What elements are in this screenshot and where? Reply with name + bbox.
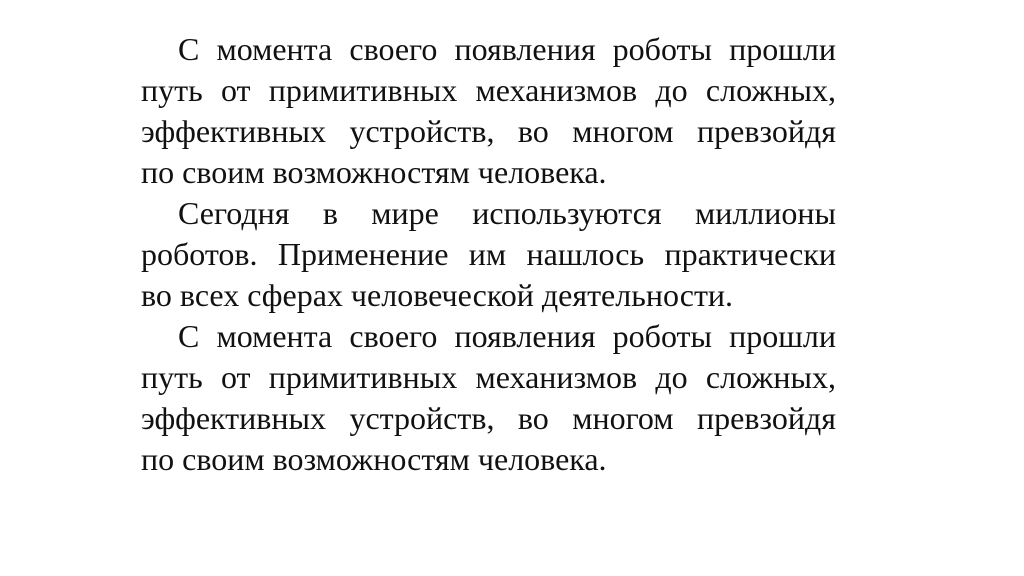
text-line: С момента своего появления роботы прошли	[178, 318, 836, 354]
paragraph-3	[141, 316, 836, 480]
text-line: эффективных устройств, во многом превзойдя	[141, 113, 836, 149]
text-line: роботов. Применение им нашлось практически	[141, 236, 836, 272]
text-line: С момента своего появления роботы прошли	[178, 31, 836, 67]
paragraph-1	[141, 29, 836, 193]
text-line: путь от примитивных механизмов до сложных,	[141, 359, 836, 395]
text-line: Сегодня в мире используются миллионы	[178, 195, 836, 231]
text-line: эффективных устройств, во многом превзойдя	[141, 400, 836, 436]
text-line: во всех сферах человеческой деятельности.	[141, 277, 734, 313]
body-text	[141, 29, 836, 480]
text-line: по своим возможностям человека.	[141, 441, 607, 477]
text-line: по своим возможностям человека.	[141, 154, 607, 190]
paragraph-2	[141, 193, 836, 316]
text-line: путь от примитивных механизмов до сложных,	[141, 72, 836, 108]
